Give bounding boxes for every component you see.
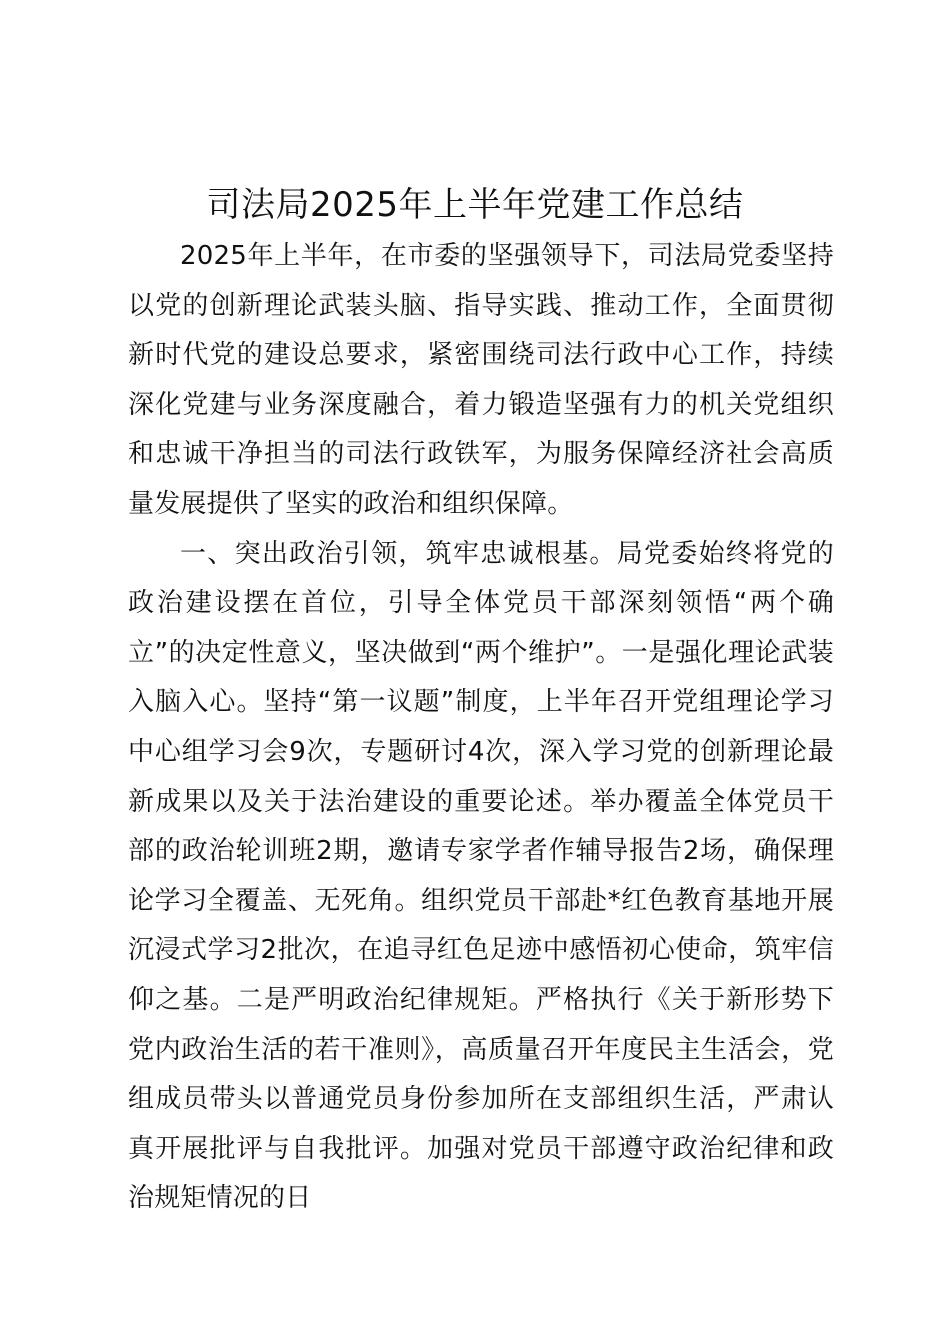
intro-paragraph: 2025年上半年，在市委的坚强领导下，司法局党委坚持以党的创新理论武装头脑、指导实践、推动工作，全面贯彻新时代党的建设总要求，紧密围绕司法行政中心工作，持续深化党建与业务深度融合，着力锻造坚强有力的机关党组织和忠诚干净担当的司法行政铁军，为服务保障经济社会高质量发展提供了坚实的政治和组织保障。	[128, 241, 834, 519]
document-body	[128, 232, 834, 1224]
document-title: 司法局2025年上半年党建工作总结	[206, 185, 744, 225]
section-one-paragraph: 一、突出政治引领，筑牢忠诚根基。局党委始终将党的政治建设摆在首位，引导全体党员干部深刻领悟“两个确立”的决定性意义，坚决做到“两个维护”。一是强化理论武装入脑入心。坚持“第一议题”制度，上半年召开党组理论学习中心组学习会9次，专题研讨4次，深入学习党的创新理论最新成果以及关于法治建设的重要论述。举办覆盖全体党员干部的政治轮训班2期，邀请专家学者作辅导报告2场，确保理论学习全覆盖、无死角。组织党员干部赴*红色教育基地开展沉浸式学习2批次，在追寻红色足迹中感悟初心使命，筑牢信仰之基。二是严明政治纪律规矩。严格执行《关于新形势下党内政治生活的若干准则》，高质量召开年度民主生活会，党组成员带头以普通党员身份参加所在支部组织生活，严肃认真开展批评与自我批评。加强对党员干部遵守政治纪律和政治规矩情况的日	[128, 538, 834, 1214]
